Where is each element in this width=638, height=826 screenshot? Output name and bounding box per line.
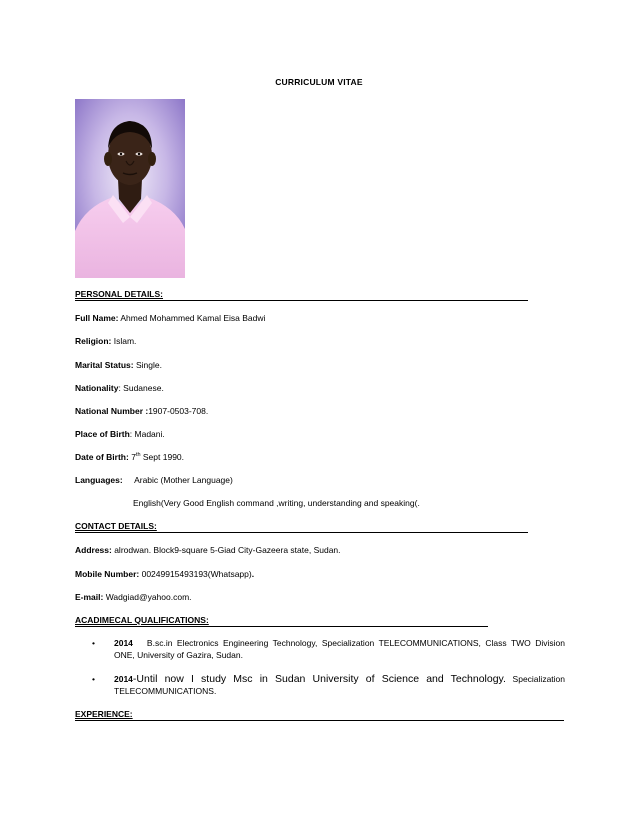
experience-heading: EXPERIENCE: [75,709,564,721]
qualification-item: • 2014 B.sc.in Electronics Engineering Technology, Specialization TELECOMMUNICATIONS, Class TWO Division ONE, University of Gazira, Sudan. [92,638,565,660]
religion-row: Religion: Islam. [75,336,137,346]
email-row: E-mail: Wadgiad@yahoo.com. [75,592,192,602]
address-row: Address: alrodwan. Block9-square 5-Giad City-Gazeera state, Sudan. [75,545,341,555]
document-title: CURRICULUM VITAE [275,77,363,87]
academic-qualifications-heading: ACADIMECAL QUALIFICATIONS: [75,615,488,627]
qualification-item: • 2014-Until now I study Msc in Sudan University of Science and Technology. Specialization TELECOMMUNICATIONS. [92,673,565,696]
place-of-birth-row: Place of Birth: Madani. [75,429,165,439]
full-name-row: Full Name: Ahmed Mohammed Kamal Eisa Badwi [75,313,266,323]
mobile-row: Mobile Number: 00249915493193(Whatsapp). [75,569,255,579]
bullet-icon: • [92,674,95,684]
profile-photo [75,99,185,278]
contact-details-heading: CONTACT DETAILS: [75,521,528,533]
bullet-icon: • [92,638,95,648]
personal-details-heading: PERSONAL DETAILS: [75,289,528,301]
date-of-birth-row: Date of Birth: 7th Sept 1990. [75,452,185,462]
marital-status-row: Marital Status: Single. [75,360,162,370]
languages-row: Languages: Arabic (Mother Language) [75,475,233,485]
language-second-row: English(Very Good English command ,writing, understanding and speaking(. [133,498,420,508]
nationality-row: Nationality: Sudanese. [75,383,164,393]
national-number-row: National Number :1907-0503-708. [75,406,209,416]
